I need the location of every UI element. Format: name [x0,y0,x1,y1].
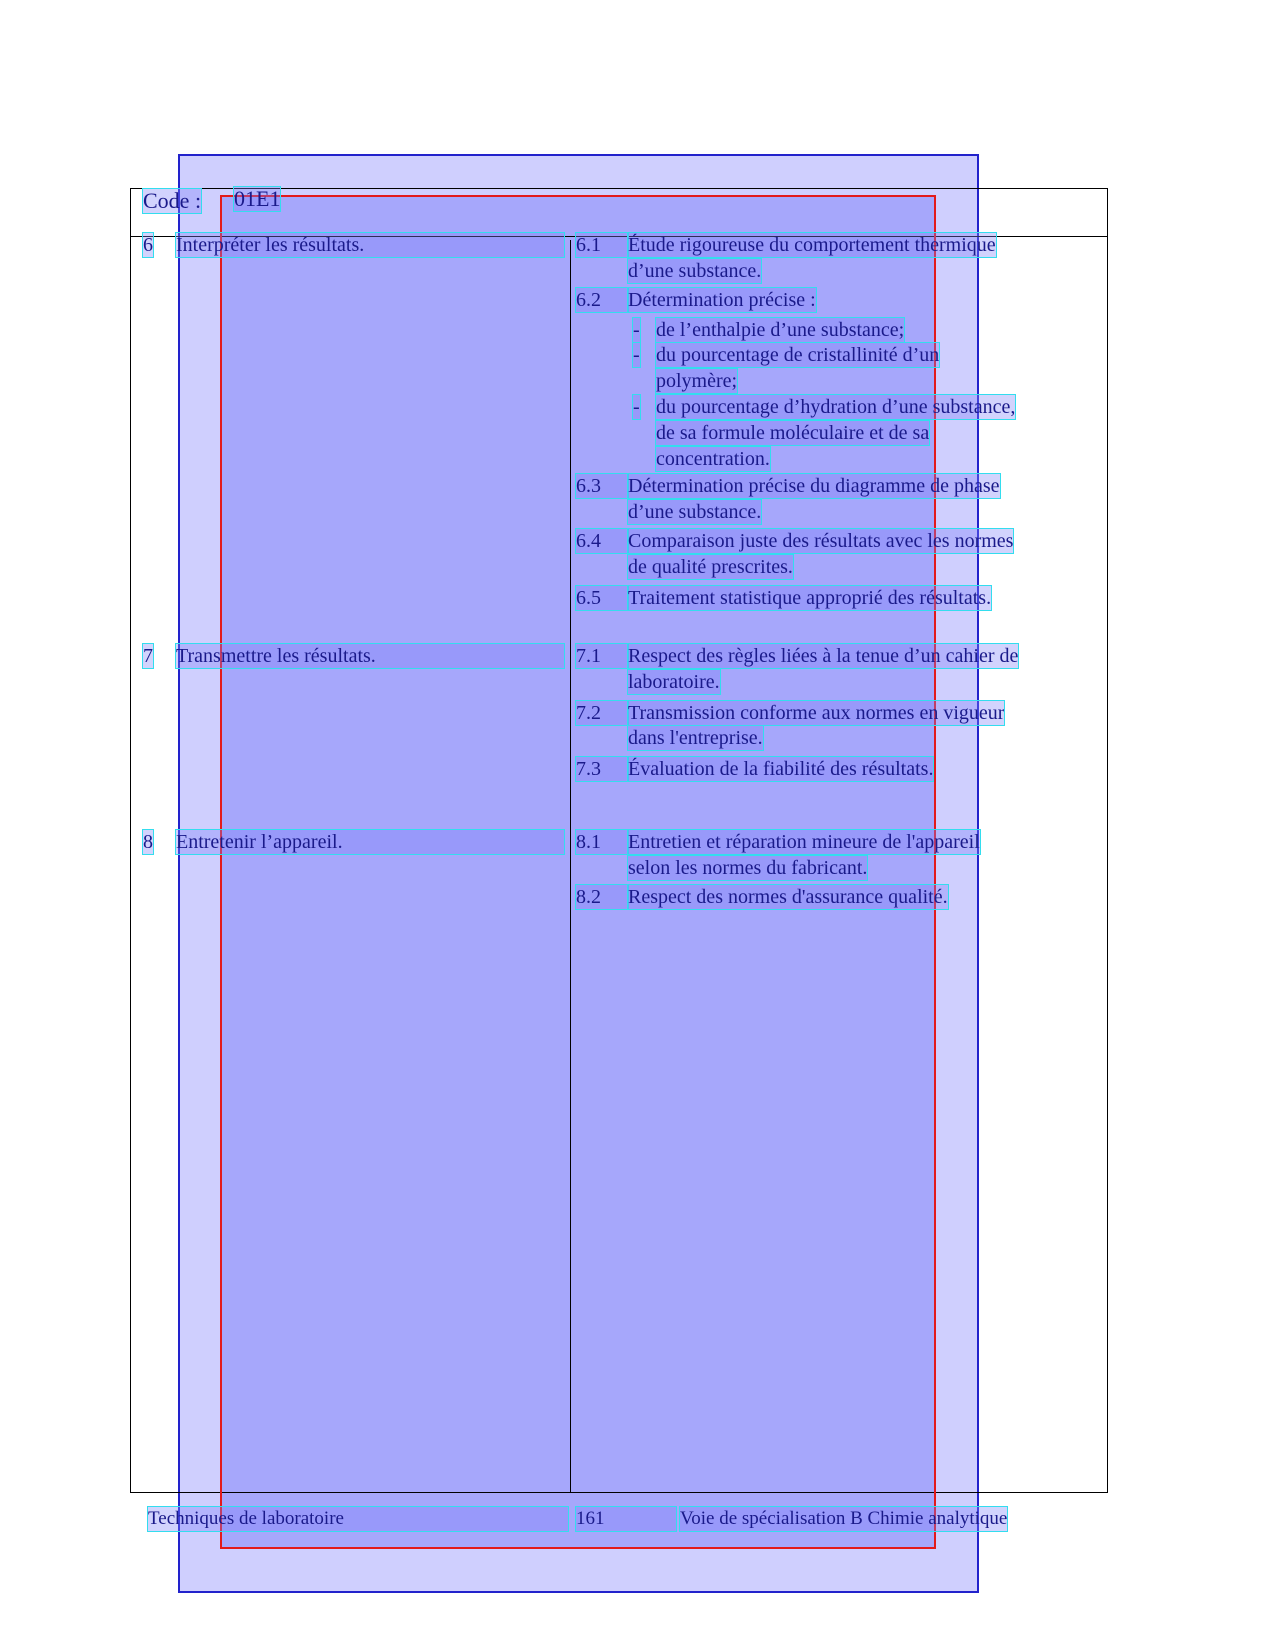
bullet-text: de l’enthalpie d’une substance; [656,319,905,341]
criterion-text: d’une substance. [628,260,762,282]
criterion-number: 7.2 [576,701,628,725]
row-competency: Entretenir l’appareil. [176,830,564,854]
criterion-text: Détermination précise : [628,289,816,311]
code-value: 01E1 [234,186,281,211]
criterion-text: Transmission conforme aux normes en vigueur [628,702,1005,724]
code-label: Code : [143,188,202,213]
bullet-dash: - [633,344,640,366]
criterion-text: Respect des règles liées à la tenue d’un cahier de [628,645,1019,667]
criterion-text: d’une substance. [628,501,762,523]
footer-program: Techniques de laboratoire [148,1507,568,1531]
row-number: 6 [143,234,153,256]
criterion-number: 8.2 [576,885,628,909]
criterion-number: 6.5 [576,586,628,610]
criterion-text: selon les normes du fabricant. [628,857,868,879]
bullet-dash: - [633,396,640,418]
footer-page-number: 161 [576,1507,676,1531]
footer-specialization: Voie de spécialisation B Chimie analytique [680,1508,1008,1529]
criterion-number: 7.3 [576,757,628,781]
criterion-number: 6.2 [576,288,628,312]
criterion-text: laboratoire. [628,671,720,693]
criterion-text: Respect des normes d'assurance qualité. [628,886,948,908]
row-competency: Interpréter les résultats. [176,233,564,257]
criterion-number: 7.1 [576,644,628,668]
bullet-text: du pourcentage de cristallinité d’un [656,344,940,366]
criterion-number: 6.1 [576,233,628,257]
bullet-text: de sa formule moléculaire et de sa [656,422,930,444]
criterion-number: 6.4 [576,529,628,553]
row-number: 8 [143,831,153,853]
criterion-number: 8.1 [576,830,628,854]
criterion-text: Traitement statistique approprié des résultats. [628,587,992,609]
bullet-dash: - [633,319,640,341]
criterion-text: de qualité prescrites. [628,556,793,578]
bullet-text: concentration. [656,448,770,470]
criterion-text: Entretien et réparation mineure de l'appareil [628,831,980,853]
row-competency: Transmettre les résultats. [176,644,564,668]
criterion-text: Comparaison juste des résultats avec les normes [628,530,1014,552]
criterion-text: Étude rigoureuse du comportement thermique [628,234,996,256]
bullet-text: polymère; [656,370,738,392]
criterion-number: 6.3 [576,474,628,498]
criterion-text: Détermination précise du diagramme de phase [628,475,1000,497]
bullet-text: du pourcentage d’hydration d’une substance, [656,396,1016,418]
row-number: 7 [143,645,153,667]
criterion-text: Évaluation de la fiabilité des résultats. [628,758,934,780]
criterion-text: dans l'entreprise. [628,727,763,749]
